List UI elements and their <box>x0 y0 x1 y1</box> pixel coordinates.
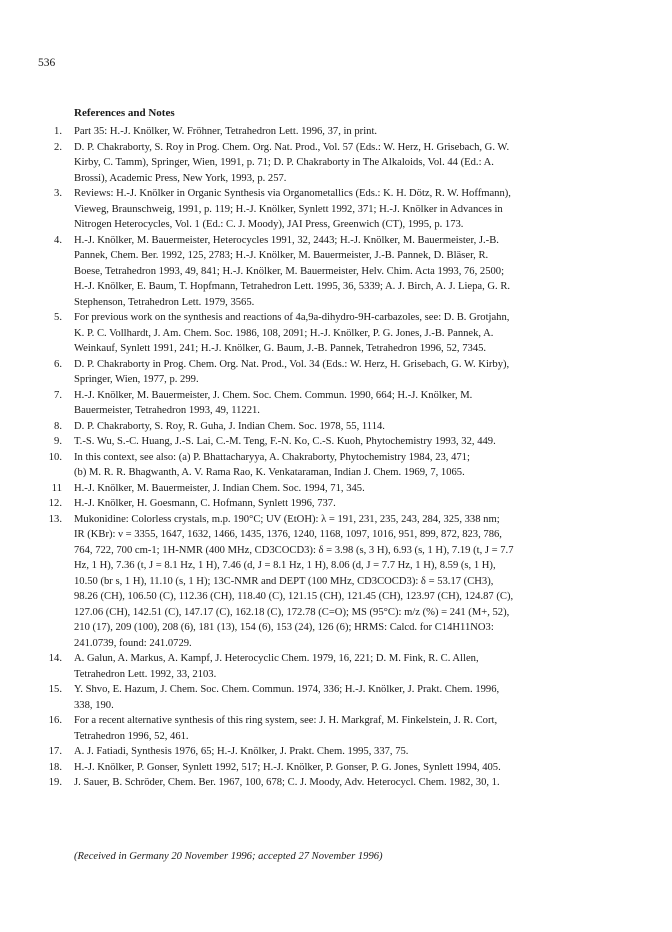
reference-text <box>74 682 652 713</box>
reference-text <box>74 124 652 140</box>
reference-line: A. J. Fatiadi, Synthesis 1976, 65; H.-J. Knölker, J. Prakt. Chem. 1995, 337, 75. <box>74 746 409 757</box>
reference-item <box>38 434 652 450</box>
reference-text <box>74 419 652 435</box>
reference-text <box>74 310 652 357</box>
reference-line: H.-J. Knölker, E. Baum, T. Hopfmann, Tetrahedron Lett. 1995, 36, 5339; A. J. Birch, A. J. Liepa, G. R. <box>74 281 511 292</box>
reference-line: T.-S. Wu, S.-C. Huang, J.-S. Lai, C.-M. Teng, F.-N. Ko, C.-S. Kuoh, Phytochemistry 1993, 32, 449. <box>74 436 496 447</box>
reference-item <box>38 388 652 419</box>
reference-number: 3. <box>54 188 62 199</box>
reference-line: Hz, 1 H), 7.36 (t, J = 8.1 Hz, 1 H), 7.46 (d, J = 8.1 Hz, 1 H), 8.06 (d, J = 7.7 Hz, 1 H), 8.59 (s, 1 H), <box>74 560 496 571</box>
reference-line: For a recent alternative synthesis of this ring system, see: J. H. Markgraf, M. Finkelstein, J. R. Cort, <box>74 715 498 726</box>
reference-line: Boese, Tetrahedron 1993, 49, 841; H.-J. Knölker, M. Bauermeister, Helv. Chim. Acta 1993, 76, 2500; <box>74 265 505 277</box>
reference-number: 14. <box>48 653 62 664</box>
reference-text <box>74 775 652 791</box>
reference-item <box>38 357 652 388</box>
reference-line: Tetrahedron 1996, 52, 461. <box>74 730 189 742</box>
reference-line: For previous work on the synthesis and reactions of 4a,9a-dihydro-9H-carbazoles, see: D. B. Grotjahn, <box>74 312 510 323</box>
reference-text <box>74 434 652 450</box>
reference-item <box>38 775 652 791</box>
reference-number: 4. <box>54 234 62 246</box>
reference-line: Part 35: H.-J. Knölker, W. Fröhner, Tetrahedron Lett. 1996, 37, in print. <box>74 126 378 137</box>
reference-text <box>74 744 652 760</box>
reference-line: (b) M. R. R. Bhagwanth, A. V. Rama Rao, K. Venkataraman, Indian J. Chem. 1969, 7, 1065. <box>74 467 465 478</box>
reference-line: A. Galun, A. Markus, A. Kampf, J. Heterocyclic Chem. 1979, 16, 221; D. M. Fink, R. C. Allen, <box>74 653 479 664</box>
reference-item <box>38 744 652 760</box>
reference-line: Weinkauf, Synlett 1991, 241; H.-J. Knölker, G. Baum, J.-B. Pannek, Tetrahedron 1996, 52, 7345. <box>74 343 487 354</box>
reference-line: H.-J. Knölker, M. Bauermeister, J. Chem. Soc. Chem. Commun. 1990, 664; H.-J. Knölker, M. <box>74 389 473 401</box>
reference-line: K. P. C. Vollhardt, J. Am. Chem. Soc. 1986, 108, 2091; H.-J. Knölker, P. G. Jones, J.-B. Pannek, A. <box>74 327 494 339</box>
reference-text <box>74 512 652 652</box>
reference-text <box>74 481 652 497</box>
reference-number: 18. <box>48 761 62 773</box>
reference-number: 17. <box>48 746 62 757</box>
reference-number: 15. <box>48 684 62 695</box>
reference-item <box>38 233 652 311</box>
reference-text <box>74 388 652 419</box>
reference-line: Pannek, Chem. Ber. 1992, 125, 2783; H.-J. Knölker, M. Bauermeister, J.-B. Pannek, D. Bläser, R. <box>74 250 489 261</box>
references-heading: References and Notes <box>74 107 175 119</box>
reference-number: 13. <box>48 513 62 525</box>
reference-number: 6. <box>54 358 62 370</box>
reference-item <box>38 760 652 776</box>
reference-item <box>38 481 652 497</box>
reference-item <box>38 310 652 357</box>
reference-number: 8. <box>54 420 62 432</box>
reference-item <box>38 713 652 744</box>
reference-item <box>38 651 652 682</box>
reference-text <box>74 496 652 512</box>
reference-line: Nitrogen Heterocycles, Vol. 1 (Ed.: C. J. Moody), JAI Press, Greenwich (CT), 1995, p. 173. <box>74 219 464 230</box>
reference-line: 210 (17), 209 (100), 208 (6), 181 (13), 154 (6), 153 (24), 126 (6); HRMS: Calcd. for C14H11NO3: <box>74 622 494 633</box>
reference-text <box>74 357 652 388</box>
reference-line: In this context, see also: (a) P. Bhattacharyya, A. Chakraborty, Phytochemistry 1984, 23, 471; <box>74 451 470 463</box>
reference-line: Kirby, C. Tamm), Springer, Wien, 1991, p. 71; D. P. Chakraborty in The Alkaloids, Vol. 44 (Ed.: A. <box>74 157 494 168</box>
reference-line: Stephenson, Tetrahedron Lett. 1979, 3565. <box>74 296 255 308</box>
reference-item <box>38 512 652 652</box>
reference-line: Y. Shvo, E. Hazum, J. Chem. Soc. Chem. Commun. 1974, 336; H.-J. Knölker, J. Prakt. Chem. 1996, <box>74 684 500 695</box>
reference-text <box>74 651 652 682</box>
reference-line: H.-J. Knölker, H. Goesmann, C. Hofmann, Synlett 1996, 737. <box>74 498 336 509</box>
reference-line: Springer, Wien, 1977, p. 299. <box>74 374 199 385</box>
reference-line: 10.50 (br s, 1 H), 11.10 (s, 1 H); 13C-NMR and DEPT (100 MHz, CD3COCD3): δ = 53.17 (CH3), <box>74 575 494 587</box>
reference-line: 764, 722, 700 cm-1; 1H-NMR (400 MHz, CD3COCD3): δ = 3.98 (s, 3 H), 6.93 (s, 1 H), 7.19 (t, J = 7.7 <box>74 544 514 556</box>
reference-item <box>38 496 652 512</box>
reference-number: 11 <box>51 482 62 494</box>
reference-line: Mukonidine: Colorless crystals, m.p. 190°C; UV (EtOH): λ = 191, 231, 235, 243, 284, 325, 338 nm; <box>74 513 500 525</box>
reference-item <box>38 186 652 233</box>
reference-item <box>38 419 652 435</box>
reference-item <box>38 450 652 481</box>
reference-line: 338, 190. <box>74 699 114 711</box>
reference-item <box>38 682 652 713</box>
reference-number: 1. <box>54 126 62 137</box>
reference-line: Brossi), Academic Press, New York, 1993, p. 257. <box>74 172 287 184</box>
reference-number: 2. <box>54 141 62 153</box>
reference-line: Vieweg, Braunschweig, 1991, p. 119; H.-J. Knölker, Synlett 1992, 371; H.-J. Knölker in Advances in <box>74 203 503 215</box>
reference-line: H.-J. Knölker, P. Gonser, Synlett 1992, 517; H.-J. Knölker, P. Gonser, P. G. Jones, Synlett 1994, 405. <box>74 761 501 773</box>
reference-line: Bauermeister, Tetrahedron 1993, 49, 11221. <box>74 405 260 416</box>
reference-text <box>74 186 652 233</box>
reference-line: D. P. Chakraborty, S. Roy, R. Guha, J. Indian Chem. Soc. 1978, 55, 1114. <box>74 420 385 432</box>
reference-line: Reviews: H.-J. Knölker in Organic Synthesis via Organometallics (Eds.: K. H. Dötz, R. W. Hoffmann), <box>74 188 511 199</box>
reference-line: 98.26 (CH), 106.50 (C), 112.36 (CH), 118.40 (C), 121.15 (CH), 121.45 (CH), 123.97 (CH), 124.87 (C), <box>74 591 514 602</box>
reference-item <box>38 124 652 140</box>
reference-line: D. P. Chakraborty in Prog. Chem. Org. Nat. Prod., Vol. 34 (Eds.: W. Herz, H. Grisebach, G. W. Kirby), <box>74 358 510 370</box>
references-list <box>38 124 652 791</box>
reference-line: D. P. Chakraborty, S. Roy in Prog. Chem. Org. Nat. Prod., Vol. 57 (Eds.: W. Herz, H. Grisebach, G. W. <box>74 141 510 153</box>
reference-number: 5. <box>54 312 62 323</box>
reference-line: IR (KBr): ν = 3355, 1647, 1632, 1466, 1435, 1376, 1240, 1168, 1097, 1016, 951, 899, 872, 823, 786, <box>74 529 502 540</box>
reference-number: 10. <box>48 451 62 463</box>
reference-number: 7. <box>54 389 62 401</box>
reference-text <box>74 760 652 776</box>
reference-number: 16. <box>48 715 62 726</box>
page-number: 536 <box>38 57 56 69</box>
reference-line: H.-J. Knölker, M. Bauermeister, J. Indian Chem. Soc. 1994, 71, 345. <box>74 482 365 494</box>
reference-line: H.-J. Knölker, M. Bauermeister, Heterocycles 1991, 32, 2443; H.-J. Knölker, M. Bauermeister, J.-B. <box>74 234 499 246</box>
reference-item <box>38 140 652 187</box>
reference-text <box>74 233 652 311</box>
reference-number: 9. <box>54 436 62 447</box>
received-note: (Received in Germany 20 November 1996; accepted 27 November 1996) <box>74 851 383 862</box>
reference-line: J. Sauer, B. Schröder, Chem. Ber. 1967, 100, 678; C. J. Moody, Adv. Heterocycl. Chem. 1982, 30, 1. <box>74 777 500 788</box>
reference-line: 241.0739, found: 241.0729. <box>74 637 192 649</box>
reference-line: Tetrahedron Lett. 1992, 33, 2103. <box>74 668 217 680</box>
reference-number: 12. <box>48 498 62 509</box>
reference-text <box>74 140 652 187</box>
reference-number: 19. <box>48 777 62 788</box>
reference-line: 127.06 (CH), 142.51 (C), 147.17 (C), 162.18 (C), 172.78 (C=O); MS (95°C): m/z (%) = 241 (M+, 52), <box>74 606 510 618</box>
reference-text <box>74 713 652 744</box>
reference-text <box>74 450 652 481</box>
